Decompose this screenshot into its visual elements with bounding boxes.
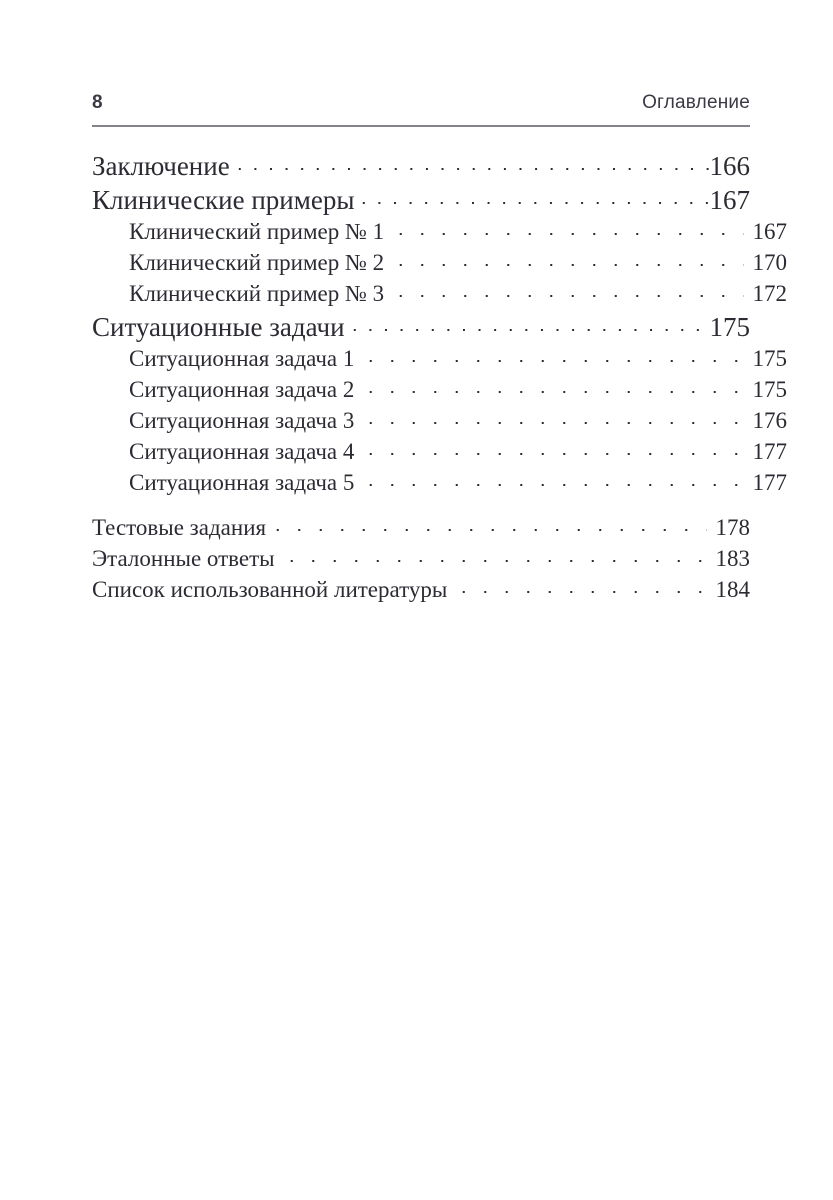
running-head-title: Оглавление [642, 92, 750, 113]
toc-entry-label: Список использованной литературы [92, 577, 448, 602]
toc-entry[interactable] [129, 216, 787, 247]
running-head [92, 92, 750, 118]
toc-entry-label: Ситуационная задача 3 [129, 408, 355, 433]
toc-entry-label: Тестовые задания [92, 515, 267, 540]
toc-entry[interactable] [129, 247, 787, 278]
toc-dot-leader [345, 309, 709, 336]
toc-entry-page-number: 166 [709, 151, 750, 181]
toc-dot-leader [354, 467, 743, 490]
toc-entry[interactable] [92, 148, 750, 182]
toc-entry-label: Ситуационная задача 2 [129, 377, 355, 402]
toc-entry-page-number: 167 [709, 185, 750, 215]
toc-entry-label: Клинический пример № 2 [129, 250, 385, 275]
running-head-rule [92, 125, 750, 127]
toc-dot-leader [384, 247, 743, 270]
toc-dot-leader [354, 405, 743, 428]
toc-entry-label: Ситуационная задача 1 [129, 346, 355, 371]
toc-dot-leader [384, 278, 743, 301]
toc-entry[interactable] [129, 467, 787, 498]
toc-entry-label: Ситуационная задача 4 [129, 439, 355, 464]
toc-entry-page-number: 167 [752, 219, 787, 244]
toc-entry-label: Клинический пример № 3 [129, 281, 385, 306]
toc-entry-label: Клинический пример № 1 [129, 219, 385, 244]
toc-entry[interactable] [92, 543, 750, 574]
toc-dot-leader [384, 216, 743, 239]
toc-dot-leader [354, 182, 708, 209]
toc-entry[interactable] [129, 278, 787, 309]
toc-entry-page-number: 183 [715, 546, 750, 571]
toc-entry[interactable] [129, 343, 787, 374]
table-of-contents [92, 148, 787, 605]
toc-entry-page-number: 175 [752, 346, 787, 371]
toc-entry[interactable] [92, 182, 750, 216]
toc-dot-leader [275, 543, 707, 566]
toc-entry-page-number: 176 [752, 408, 787, 433]
toc-dot-leader [354, 343, 743, 366]
toc-dot-leader [266, 512, 706, 535]
toc-entry-page-number: 184 [715, 577, 750, 602]
toc-entry[interactable] [129, 436, 787, 467]
toc-dot-leader [230, 148, 709, 175]
page-number-folio: 8 [92, 92, 103, 113]
toc-entry-page-number: 177 [752, 439, 787, 464]
toc-entry[interactable] [129, 374, 787, 405]
toc-entry-page-number: 172 [752, 281, 787, 306]
toc-entry[interactable] [129, 405, 787, 436]
toc-entry-label: Заключение [92, 151, 230, 181]
toc-dot-leader [354, 374, 743, 397]
page-content [92, 92, 787, 605]
toc-entry[interactable] [92, 512, 750, 543]
toc-entry-label: Клинические примеры [92, 185, 355, 215]
toc-entry-label: Ситуационные задачи [92, 312, 345, 342]
toc-entry-page-number: 178 [715, 515, 750, 540]
toc-entry-page-number: 175 [752, 377, 787, 402]
toc-entry-label: Эталонные ответы [92, 546, 275, 571]
toc-entry[interactable] [92, 309, 750, 343]
toc-dot-leader [354, 436, 743, 459]
toc-entry-page-number: 170 [752, 250, 787, 275]
toc-entry[interactable] [92, 574, 750, 605]
toc-entry-label: Ситуационная задача 5 [129, 470, 355, 495]
toc-entry-page-number: 175 [709, 312, 750, 342]
toc-dot-leader [447, 574, 706, 597]
toc-entry-page-number: 177 [752, 470, 787, 495]
